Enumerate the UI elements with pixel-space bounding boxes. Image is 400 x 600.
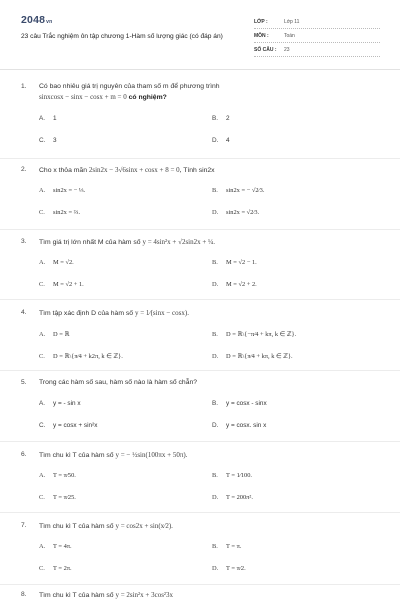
question-formula: y = 4sin²x + √2sin2x + ¼.	[142, 238, 216, 246]
option-text: T = π.	[226, 543, 242, 550]
option-letter: D.	[212, 353, 219, 360]
option-letter: C.	[39, 565, 45, 572]
question-text	[39, 166, 215, 174]
option-a[interactable]	[39, 472, 76, 479]
question-divider	[0, 512, 400, 513]
option-letter: A.	[39, 400, 46, 407]
question-formula: sinxcosx − sinx − cosx + m = 0	[39, 93, 127, 101]
option-text: M = √2 + 2.	[226, 281, 257, 288]
meta-count-label: SỐ CÂU :	[254, 47, 277, 53]
option-letter: D.	[212, 565, 219, 572]
option-b[interactable]	[212, 115, 230, 122]
option-a[interactable]	[39, 543, 72, 550]
meta-question-count	[254, 44, 380, 57]
question-8	[0, 590, 400, 600]
question-text-post: Tính sin2x	[183, 167, 215, 174]
option-c[interactable]	[39, 352, 123, 360]
question-formula: y = cos2x + sin(x⁄2).	[115, 522, 173, 530]
option-text: 4	[226, 137, 230, 144]
option-c[interactable]	[39, 422, 97, 429]
option-text: T = 4π.	[53, 543, 72, 550]
option-b[interactable]	[212, 472, 252, 479]
option-d[interactable]	[212, 494, 253, 501]
question-number: 5.	[21, 379, 27, 386]
option-b[interactable]	[212, 543, 241, 550]
option-text: sin2x = − √2⁄3.	[226, 187, 265, 194]
option-text: T = 2π.	[53, 565, 72, 572]
question-text: Có bao nhiêu giá trị nguyên của tham số m để phương trình	[39, 83, 220, 90]
question-number: 8.	[21, 591, 27, 598]
option-text: D = ℝ	[53, 331, 70, 338]
question-divider	[0, 441, 400, 442]
option-letter: D.	[212, 137, 219, 144]
option-letter: D.	[212, 494, 219, 501]
question-formula: y = − ½sin(100πx + 50π).	[115, 451, 188, 459]
option-d[interactable]	[212, 352, 293, 360]
option-text: T = 1⁄100.	[226, 472, 253, 479]
option-c[interactable]	[39, 209, 80, 216]
option-letter: A.	[39, 115, 46, 122]
option-letter: D.	[212, 281, 219, 288]
question-text	[39, 238, 215, 246]
option-letter: A.	[39, 331, 46, 338]
question-number: 4.	[21, 309, 27, 316]
option-c[interactable]	[39, 565, 72, 572]
option-letter: C.	[39, 137, 46, 144]
option-letter: B.	[212, 331, 218, 338]
question-text	[39, 522, 173, 530]
option-d[interactable]	[212, 137, 230, 144]
option-a[interactable]	[39, 259, 74, 266]
option-text: T = π⁄25.	[53, 494, 76, 501]
question-text: Trong các hàm số sau, hàm số nào là hàm số chẵn?	[39, 379, 198, 386]
meta-grade	[254, 16, 380, 29]
question-6	[0, 448, 400, 514]
option-b[interactable]	[212, 330, 296, 338]
option-letter: B.	[212, 400, 219, 407]
question-number: 7.	[21, 522, 27, 529]
option-text: T = π⁄2.	[226, 565, 246, 572]
option-text: 3	[53, 137, 57, 144]
question-formula: y = 1⁄(sinx − cosx).	[134, 309, 189, 317]
question-text-pre: Tìm chu kì T của hàm số	[39, 592, 114, 599]
option-text: M = √2 + 1.	[53, 281, 84, 288]
question-formula: 2sin2x − 3√6sinx + cosx + 8 = 0,	[88, 166, 182, 174]
option-d[interactable]	[212, 565, 246, 572]
option-text: M = √2.	[53, 259, 74, 266]
option-letter: A.	[39, 543, 46, 550]
option-a[interactable]	[39, 400, 81, 407]
question-divider	[0, 299, 400, 300]
question-divider	[0, 229, 400, 230]
question-text-pre: Tìm tập xác định D của hàm số	[39, 310, 134, 317]
option-d[interactable]	[212, 422, 266, 429]
question-number: 1.	[21, 83, 27, 90]
question-text	[39, 591, 173, 599]
option-letter: A.	[39, 472, 46, 479]
meta-count-value: 23	[284, 47, 290, 53]
meta-grade-label: LỚP :	[254, 19, 268, 25]
option-letter: B.	[212, 472, 218, 479]
option-c[interactable]	[39, 281, 84, 288]
question-number: 3.	[21, 238, 27, 245]
option-text: y = cosx. sin x	[226, 422, 267, 429]
logo-suffix: vn	[46, 19, 53, 25]
question-emphasis: có nghiệm?	[128, 94, 167, 101]
meta-grade-value: Lớp 11	[284, 19, 300, 25]
question-text-pre: Cho x thỏa mãn	[39, 167, 87, 174]
option-letter: B.	[212, 187, 218, 194]
option-text: 1	[53, 115, 57, 122]
option-letter: C.	[39, 494, 45, 501]
option-a[interactable]	[39, 115, 57, 122]
logo-text: 2048	[21, 14, 46, 26]
question-text-pre: Tìm chu kì T của hàm số	[39, 452, 114, 459]
option-text: sin2x = ⅔.	[53, 209, 81, 216]
option-b[interactable]	[212, 400, 267, 407]
option-text: y = - sin x	[53, 400, 81, 407]
meta-subject-value: Toán	[284, 33, 295, 39]
option-letter: B.	[212, 259, 218, 266]
question-divider	[0, 370, 400, 371]
question-5	[0, 376, 400, 442]
option-letter: D.	[212, 422, 219, 429]
question-formula: y = 2sin²x + 3cos²3x	[115, 591, 174, 599]
option-a[interactable]	[39, 187, 85, 194]
option-b[interactable]	[212, 259, 257, 266]
question-text-line2	[39, 93, 167, 101]
option-text: y = cosx + sin²x	[53, 422, 98, 429]
question-text	[39, 451, 187, 459]
option-letter: D.	[212, 209, 219, 216]
option-c[interactable]	[39, 494, 76, 501]
option-text: sin2x = √2⁄3.	[226, 209, 260, 216]
option-text: M = √2 − 1.	[226, 259, 257, 266]
option-letter: C.	[39, 209, 45, 216]
option-text: D = ℝ\{π⁄4 + k2π, k ∈ ℤ}.	[53, 353, 123, 360]
question-number: 6.	[21, 451, 27, 458]
option-text: 2	[226, 115, 230, 122]
question-number: 2.	[21, 166, 27, 173]
option-letter: C.	[39, 281, 45, 288]
option-letter: C.	[39, 353, 45, 360]
meta-subject	[254, 30, 380, 43]
option-d[interactable]	[212, 209, 259, 216]
question-text-pre: Tìm giá trị lớn nhất M của hàm số	[39, 239, 141, 246]
question-4	[0, 306, 400, 372]
option-text: T = 200π².	[226, 494, 253, 501]
question-7	[0, 519, 400, 585]
option-letter: C.	[39, 422, 46, 429]
option-c[interactable]	[39, 137, 57, 144]
site-logo[interactable]	[21, 14, 52, 26]
option-b[interactable]	[212, 187, 264, 194]
option-text: D = ℝ\{π⁄4 + kπ, k ∈ ℤ}.	[226, 353, 293, 360]
question-text-pre: Tìm chu kì T của hàm số	[39, 523, 114, 530]
question-1	[0, 80, 400, 158]
option-letter: A.	[39, 187, 46, 194]
header-divider	[0, 69, 400, 70]
option-text: y = cosx - sinx	[226, 400, 267, 407]
option-text: T = π⁄50.	[53, 472, 76, 479]
question-2	[0, 163, 400, 231]
option-letter: B.	[212, 115, 219, 122]
option-text: D = ℝ\{−π⁄4 + kπ, k ∈ ℤ}.	[226, 331, 297, 338]
meta-subject-label: MÔN :	[254, 33, 269, 39]
document-title: 23 câu Trắc nghiệm ôn tập chương 1-Hàm số lượng giác (có đáp án)	[21, 33, 223, 40]
option-letter: B.	[212, 543, 218, 550]
option-a[interactable]	[39, 330, 69, 338]
option-text: sin2x = − ⅓.	[53, 187, 86, 194]
question-3	[0, 235, 400, 301]
question-divider	[0, 584, 400, 585]
option-letter: A.	[39, 259, 46, 266]
document-header	[0, 0, 400, 60]
question-text	[39, 309, 189, 317]
option-d[interactable]	[212, 281, 257, 288]
question-divider	[0, 158, 400, 159]
